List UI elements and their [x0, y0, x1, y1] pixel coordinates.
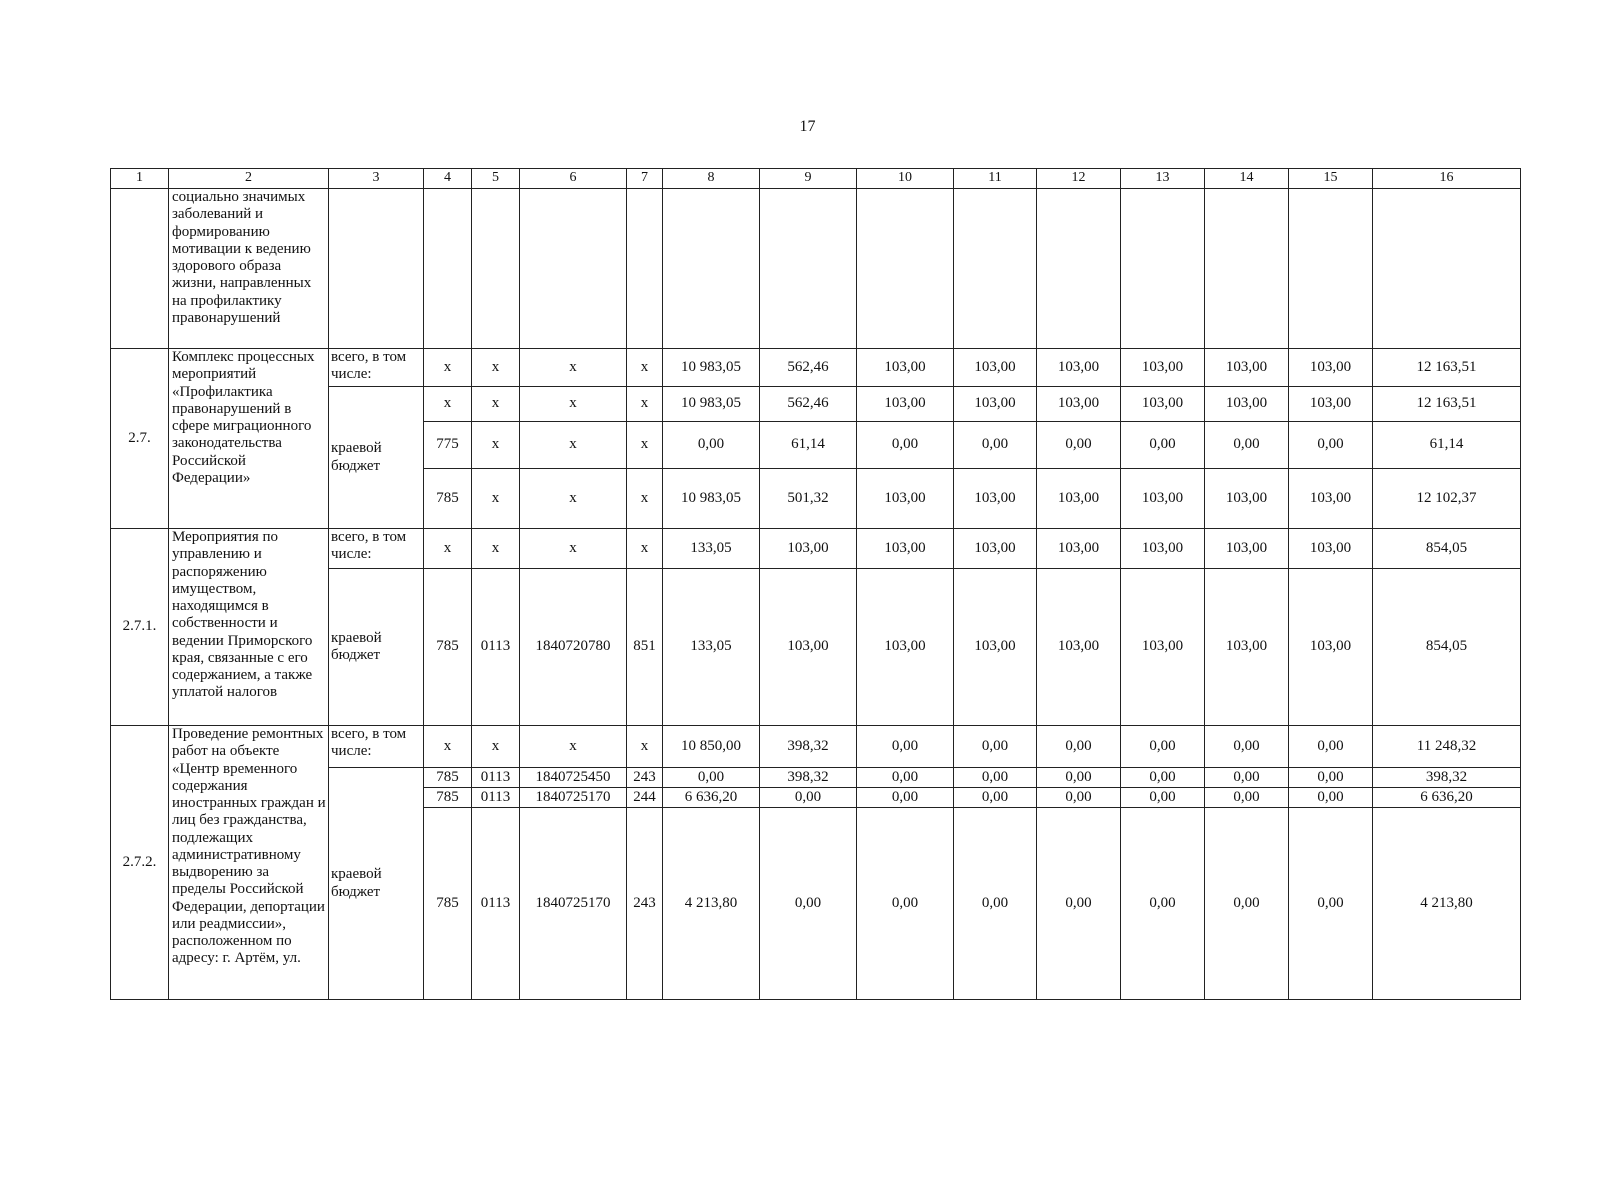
value-cell: 103,00 — [954, 569, 1037, 726]
value-cell: 103,00 — [954, 349, 1037, 387]
value-cell: 562,46 — [760, 387, 857, 422]
value-cell: 10 850,00 — [663, 726, 760, 768]
value-cell: 0,00 — [954, 726, 1037, 768]
activity-name-cell: социально значимых заболеваний и формированию мотивации к ведению здорового образа жизни, направленных на профилактику правонарушений — [169, 189, 329, 349]
budget-table — [110, 168, 1521, 1000]
expense-type-cell: х — [627, 529, 663, 569]
value-cell: 103,00 — [1289, 387, 1373, 422]
value-cell: 0,00 — [1289, 726, 1373, 768]
value-cell: 0,00 — [857, 422, 954, 469]
ministry-code-cell: 785 — [424, 469, 472, 529]
value-cell: 0,00 — [857, 808, 954, 1000]
value-cell: 0,00 — [1205, 808, 1289, 1000]
funding-total-label: всего, в том числе: — [329, 529, 424, 569]
section-code-cell: 0113 — [472, 808, 520, 1000]
value-cell: 103,00 — [1037, 569, 1121, 726]
target-article-cell: х — [520, 387, 627, 422]
value-cell: 0,00 — [1205, 726, 1289, 768]
value-cell: 0,00 — [1289, 808, 1373, 1000]
value-cell: 0,00 — [760, 808, 857, 1000]
section-code-cell: х — [472, 726, 520, 768]
value-cell: 103,00 — [760, 529, 857, 569]
row-number-cell: 2.7.1. — [111, 529, 169, 726]
expense-type-cell: 243 — [627, 808, 663, 1000]
total-value-cell: 854,05 — [1373, 569, 1521, 726]
ministry-code-cell: х — [424, 726, 472, 768]
value-cell: 103,00 — [857, 349, 954, 387]
value-cell: 0,00 — [954, 808, 1037, 1000]
total-value-cell: 12 163,51 — [1373, 387, 1521, 422]
value-cell: 0,00 — [1121, 726, 1205, 768]
expense-type-cell: 243 — [627, 768, 663, 788]
funding-source-label: краевой бюджет — [329, 569, 424, 726]
column-number-row — [111, 169, 1521, 189]
value-cell: 0,00 — [954, 788, 1037, 808]
value-cell: 103,00 — [1121, 529, 1205, 569]
row-number-cell — [111, 189, 169, 349]
total-value-cell: 11 248,32 — [1373, 726, 1521, 768]
column-number-13: 13 — [1121, 169, 1205, 189]
activity-name-cell: Проведение ремонтных работ на объекте «Центр временного содержания иностранных граждан и лиц без гражданства, подлежащих административному выдворению за пределы Российской Федерации, депортации или реадмиссии», расположенном по адресу: г. Артём, ул. — [169, 726, 329, 1000]
value-cell: 6 636,20 — [663, 788, 760, 808]
total-value-cell: 12 163,51 — [1373, 349, 1521, 387]
section-code-cell: х — [472, 387, 520, 422]
target-article-cell: 1840725170 — [520, 808, 627, 1000]
value-cell: 0,00 — [663, 422, 760, 469]
section-code-cell: х — [472, 469, 520, 529]
target-article-cell: х — [520, 422, 627, 469]
value-cell: 0,00 — [1121, 768, 1205, 788]
column-number-6: 6 — [520, 169, 627, 189]
funding-total-label: всего, в том числе: — [329, 349, 424, 387]
value-cell: 103,00 — [1121, 349, 1205, 387]
value-cell: 0,00 — [1289, 768, 1373, 788]
column-number-3: 3 — [329, 169, 424, 189]
section-code-cell: 0113 — [472, 788, 520, 808]
ministry-code-cell: 785 — [424, 808, 472, 1000]
funding-source-label: краевой бюджет — [329, 387, 424, 529]
value-cell: 0,00 — [1037, 422, 1121, 469]
target-article-cell: х — [520, 726, 627, 768]
value-cell: 103,00 — [954, 469, 1037, 529]
value-cell: 103,00 — [1289, 469, 1373, 529]
ministry-code-cell: 785 — [424, 569, 472, 726]
value-cell: 0,00 — [954, 422, 1037, 469]
value-cell: 103,00 — [1205, 349, 1289, 387]
value-cell: 103,00 — [857, 387, 954, 422]
target-article-cell: 1840720780 — [520, 569, 627, 726]
value-cell: 61,14 — [760, 422, 857, 469]
funding-source-label: краевой бюджет — [329, 768, 424, 1000]
ministry-code-cell: 785 — [424, 788, 472, 808]
total-value-cell: 6 636,20 — [1373, 788, 1521, 808]
value-cell: 10 983,05 — [663, 349, 760, 387]
column-number-1: 1 — [111, 169, 169, 189]
value-cell: 0,00 — [1205, 768, 1289, 788]
value-cell: 562,46 — [760, 349, 857, 387]
value-cell: 0,00 — [1121, 788, 1205, 808]
target-article-cell: 1840725450 — [520, 768, 627, 788]
value-cell: 103,00 — [1121, 387, 1205, 422]
total-value-cell: 398,32 — [1373, 768, 1521, 788]
value-cell: 0,00 — [1037, 808, 1121, 1000]
value-cell: 0,00 — [1205, 788, 1289, 808]
value-cell: 0,00 — [1205, 422, 1289, 469]
table-body — [111, 189, 1521, 1000]
column-number-5: 5 — [472, 169, 520, 189]
column-number-7: 7 — [627, 169, 663, 189]
value-cell: 103,00 — [760, 569, 857, 726]
row-number-cell: 2.7.2. — [111, 726, 169, 1000]
continued-row — [111, 189, 1521, 349]
total-value-cell: 4 213,80 — [1373, 808, 1521, 1000]
column-number-12: 12 — [1037, 169, 1121, 189]
expense-type-cell: х — [627, 469, 663, 529]
value-cell: 0,00 — [1121, 808, 1205, 1000]
ministry-code-cell: х — [424, 529, 472, 569]
value-cell: 398,32 — [760, 768, 857, 788]
page-number: 17 — [799, 118, 816, 135]
table-row — [111, 349, 1521, 387]
value-cell: 103,00 — [1205, 569, 1289, 726]
value-cell: 10 983,05 — [663, 387, 760, 422]
total-value-cell: 854,05 — [1373, 529, 1521, 569]
value-cell: 0,00 — [1037, 788, 1121, 808]
value-cell: 10 983,05 — [663, 469, 760, 529]
target-article-cell: 1840725170 — [520, 788, 627, 808]
value-cell: 0,00 — [1037, 768, 1121, 788]
value-cell: 103,00 — [857, 469, 954, 529]
value-cell: 103,00 — [857, 529, 954, 569]
value-cell: 398,32 — [760, 726, 857, 768]
table-row — [111, 726, 1521, 768]
section-code-cell: х — [472, 529, 520, 569]
table-row — [111, 529, 1521, 569]
value-cell: 103,00 — [1205, 529, 1289, 569]
column-number-10: 10 — [857, 169, 954, 189]
section-code-cell: 0113 — [472, 569, 520, 726]
value-cell: 0,00 — [857, 788, 954, 808]
value-cell: 103,00 — [1289, 569, 1373, 726]
expense-type-cell: х — [627, 387, 663, 422]
value-cell: 103,00 — [1289, 529, 1373, 569]
expense-type-cell: х — [627, 349, 663, 387]
value-cell: 103,00 — [954, 529, 1037, 569]
target-article-cell: х — [520, 469, 627, 529]
expense-type-cell: х — [627, 422, 663, 469]
value-cell: 0,00 — [1037, 726, 1121, 768]
column-number-16: 16 — [1373, 169, 1521, 189]
expense-type-cell: х — [627, 726, 663, 768]
value-cell: 103,00 — [1205, 387, 1289, 422]
expense-type-cell: 244 — [627, 788, 663, 808]
value-cell: 103,00 — [1037, 529, 1121, 569]
value-cell: 103,00 — [857, 569, 954, 726]
value-cell: 103,00 — [1205, 469, 1289, 529]
value-cell: 501,32 — [760, 469, 857, 529]
column-number-8: 8 — [663, 169, 760, 189]
value-cell: 103,00 — [1121, 469, 1205, 529]
total-value-cell: 61,14 — [1373, 422, 1521, 469]
funding-total-label: всего, в том числе: — [329, 726, 424, 768]
row-number-cell: 2.7. — [111, 349, 169, 529]
value-cell: 0,00 — [1289, 422, 1373, 469]
section-code-cell: 0113 — [472, 768, 520, 788]
section-code-cell: х — [472, 422, 520, 469]
value-cell: 103,00 — [1121, 569, 1205, 726]
ministry-code-cell: х — [424, 387, 472, 422]
activity-name-cell: Мероприятия по управлению и распоряжению имуществом, находящимся в собственности и ведении Приморского края, связанные с его содержанием, а также уплатой налогов — [169, 529, 329, 726]
value-cell: 103,00 — [954, 387, 1037, 422]
section-code-cell: х — [472, 349, 520, 387]
target-article-cell: х — [520, 349, 627, 387]
value-cell: 4 213,80 — [663, 808, 760, 1000]
column-number-9: 9 — [760, 169, 857, 189]
value-cell: 103,00 — [1037, 469, 1121, 529]
value-cell: 0,00 — [1121, 422, 1205, 469]
column-number-15: 15 — [1289, 169, 1373, 189]
activity-name-cell: Комплекс процессных мероприятий «Профилактика правонарушений в сфере миграционного законодательства Российской Федерации» — [169, 349, 329, 529]
value-cell: 0,00 — [663, 768, 760, 788]
value-cell: 103,00 — [1037, 349, 1121, 387]
ministry-code-cell: х — [424, 349, 472, 387]
value-cell: 103,00 — [1289, 349, 1373, 387]
value-cell: 0,00 — [1289, 788, 1373, 808]
value-cell: 0,00 — [857, 768, 954, 788]
value-cell: 0,00 — [857, 726, 954, 768]
ministry-code-cell: 775 — [424, 422, 472, 469]
value-cell: 0,00 — [954, 768, 1037, 788]
ministry-code-cell: 785 — [424, 768, 472, 788]
column-number-14: 14 — [1205, 169, 1289, 189]
target-article-cell: х — [520, 529, 627, 569]
value-cell: 133,05 — [663, 529, 760, 569]
total-value-cell: 12 102,37 — [1373, 469, 1521, 529]
value-cell: 133,05 — [663, 569, 760, 726]
column-number-4: 4 — [424, 169, 472, 189]
value-cell: 103,00 — [1037, 387, 1121, 422]
column-number-11: 11 — [954, 169, 1037, 189]
column-number-2: 2 — [169, 169, 329, 189]
value-cell: 0,00 — [760, 788, 857, 808]
expense-type-cell: 851 — [627, 569, 663, 726]
